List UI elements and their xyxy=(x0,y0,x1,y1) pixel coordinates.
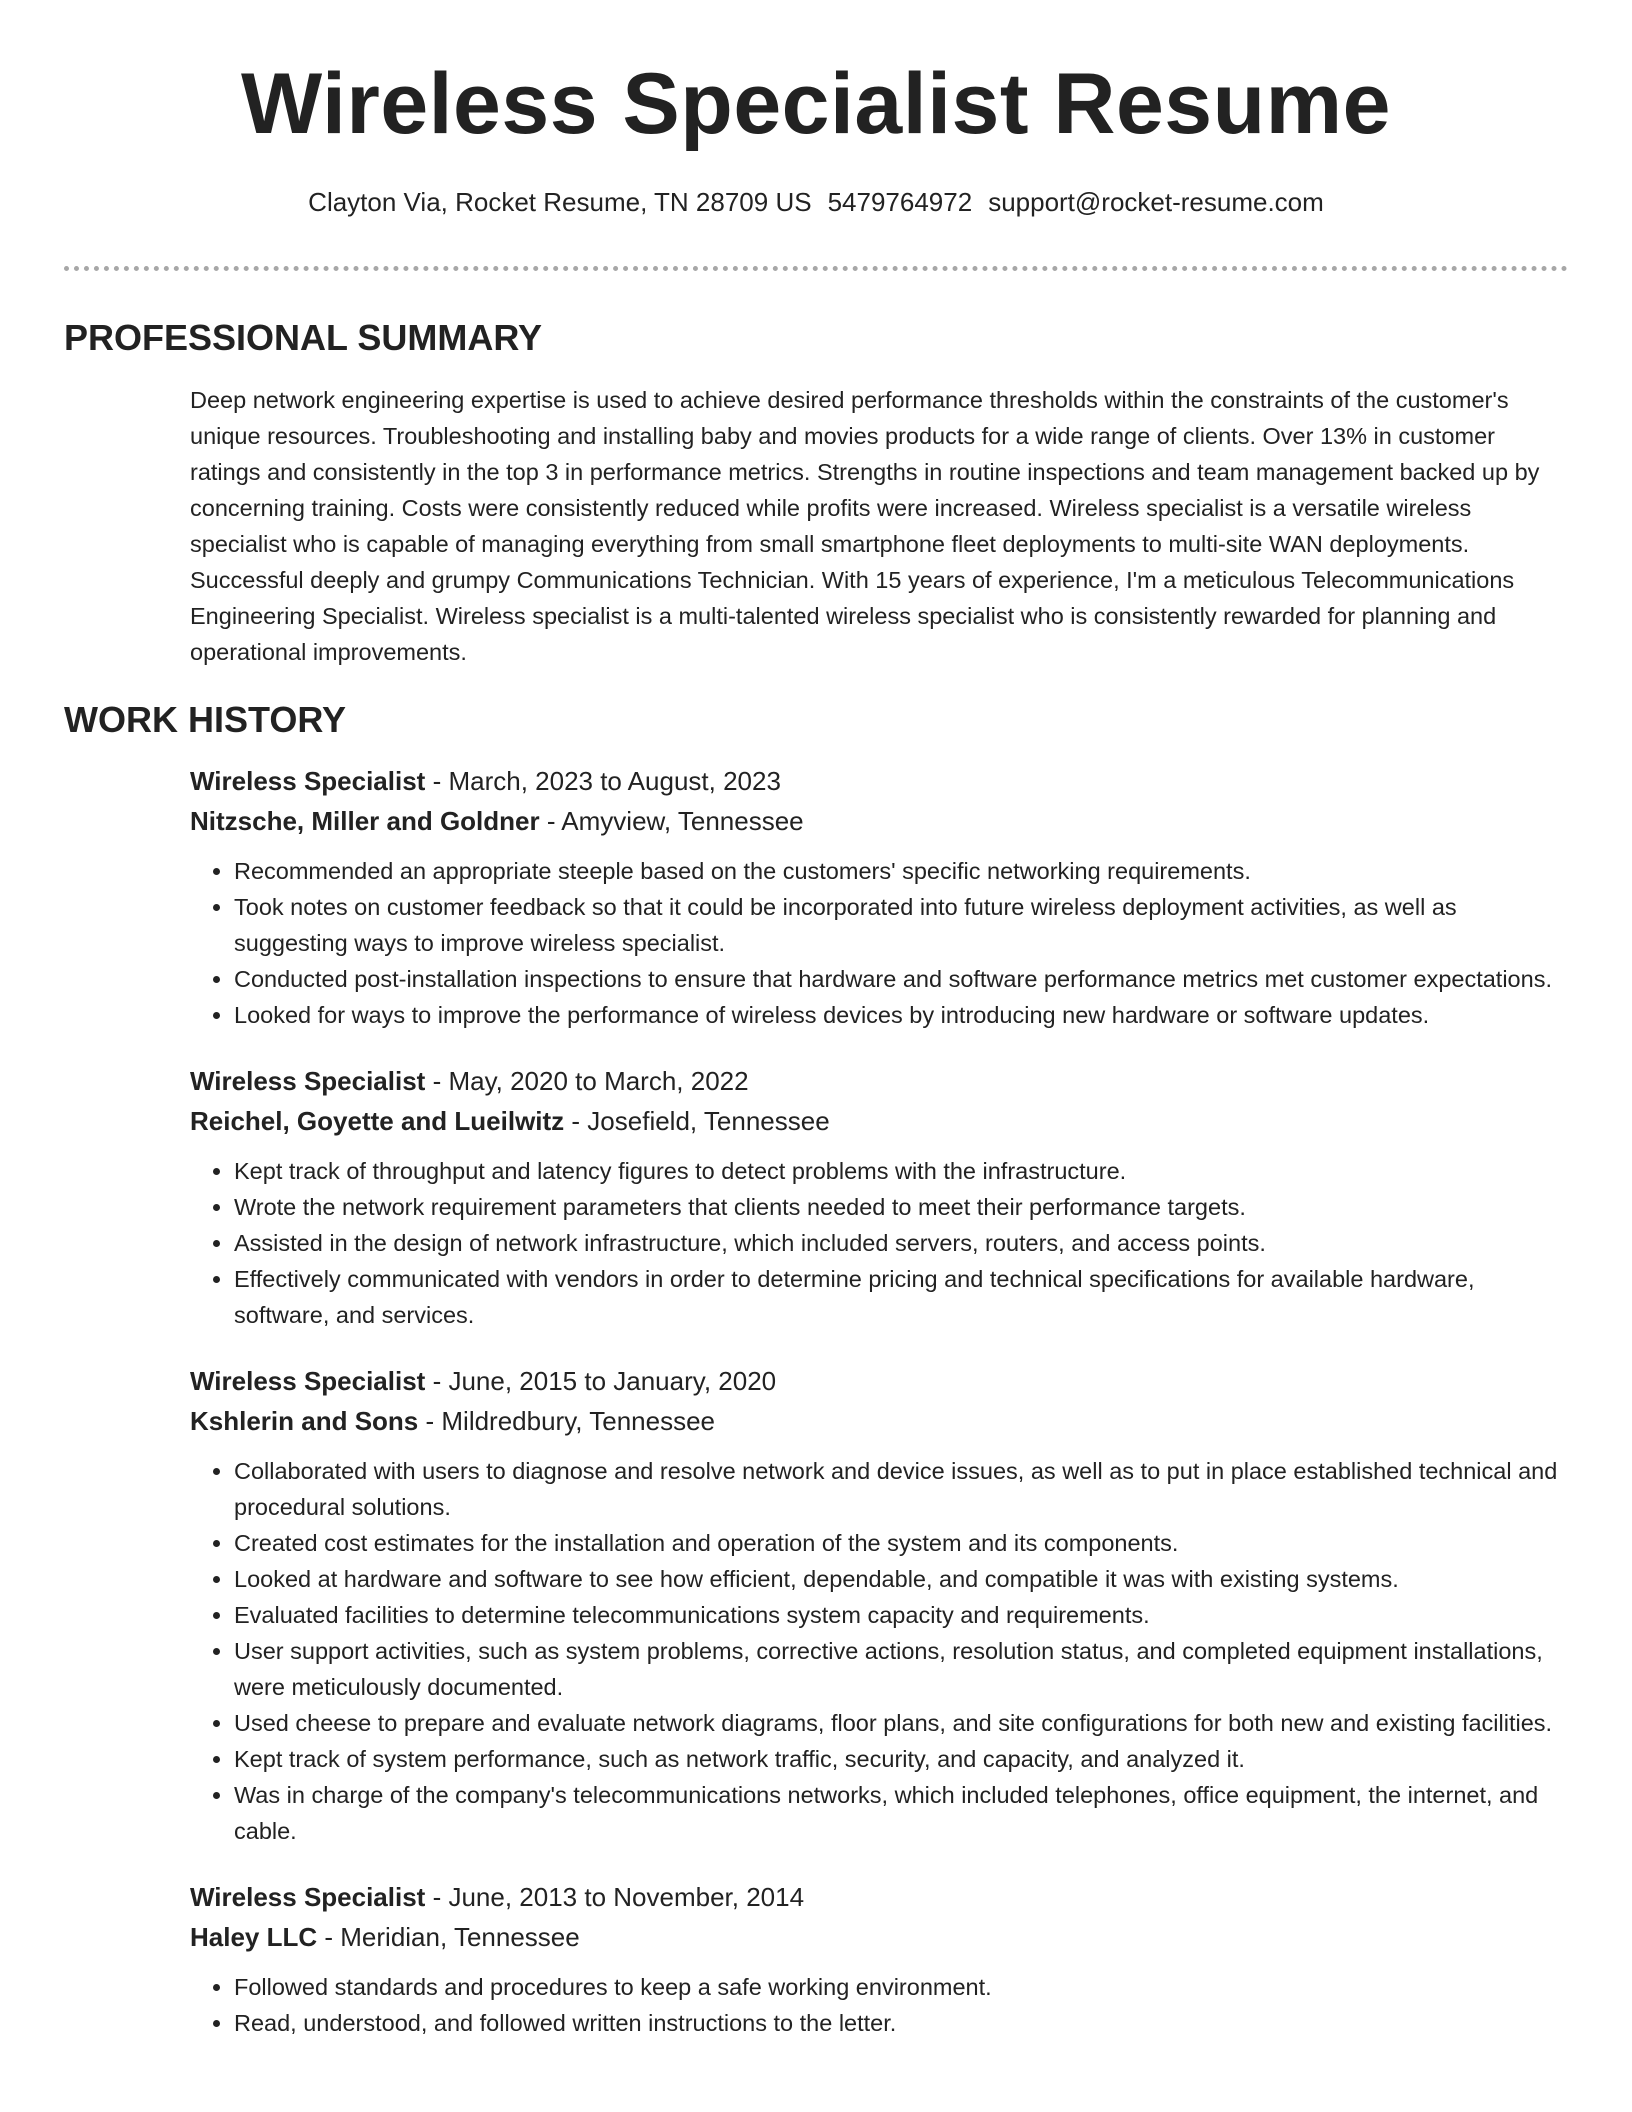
job-entry xyxy=(190,1361,1568,1849)
resume-header xyxy=(64,0,1568,220)
job-dates: - May, 2020 to March, 2022 xyxy=(432,1066,749,1096)
page-title: Wireless Specialist Resume xyxy=(241,56,1391,152)
contact-email: support@rocket-resume.com xyxy=(988,187,1324,217)
job-bullet: • Looked at hardware and software to see how efficient, dependable, and compatible it was with existing systems. xyxy=(234,1561,1568,1597)
contact-phone: 5479764972 xyxy=(827,187,973,217)
job-bullet: • Kept track of throughput and latency figures to detect problems with the infrastructure. xyxy=(234,1153,1568,1189)
summary-section xyxy=(64,316,1568,670)
job-company-line xyxy=(190,1401,1568,1441)
summary-text: Deep network engineering expertise is used to achieve desired performance thresholds within the constraints of the customer's unique resources. Troubleshooting and installing baby and movies products for a wide range of clients. Over 13% in customer ratings and consistently in the top 3 in performance metrics. Strengths in routine inspections and team management backed up by concerning training. Costs were consistently reduced while profits were increased. Wireless specialist is a versatile wireless specialist who is capable of managing everything from small smartphone fleet deployments to multi-site WAN deployments. Successful deeply and grumpy Communications Technician. With 15 years of experience, I'm a meticulous Telecommunications Engineering Specialist. Wireless specialist is a multi-talented wireless specialist who is consistently rewarded for planning and operational improvements. xyxy=(190,387,1540,665)
job-title-line xyxy=(190,761,1568,801)
contact-line xyxy=(64,184,1568,220)
job-bullet: • Evaluated facilities to determine telecommunications system capacity and requirements. xyxy=(234,1597,1568,1633)
job-title: Wireless Specialist xyxy=(190,1882,426,1912)
job-bullets xyxy=(190,1453,1568,1849)
job-bullet: • User support activities, such as system problems, corrective actions, resolution status, and completed equipment installations, were meticulously documented. xyxy=(234,1633,1568,1705)
work-history-section xyxy=(64,698,1568,2041)
job-dates: - June, 2013 to November, 2014 xyxy=(432,1882,805,1912)
contact-address: Clayton Via, Rocket Resume, TN 28709 US xyxy=(308,187,812,217)
job-bullet: • Kept track of system performance, such as network traffic, security, and capacity, and analyzed it. xyxy=(234,1741,1568,1777)
job-bullets xyxy=(190,853,1568,1033)
job-bullet: • Looked for ways to improve the performance of wireless devices by introducing new hardware or software updates. xyxy=(234,997,1568,1033)
job-dates: - March, 2023 to August, 2023 xyxy=(432,766,781,796)
job-bullet: • Was in charge of the company's telecommunications networks, which included telephones, office equipment, the internet, and cable. xyxy=(234,1777,1568,1849)
job-dates: - June, 2015 to January, 2020 xyxy=(432,1366,777,1396)
job-list xyxy=(190,761,1568,2041)
job-company: Haley LLC xyxy=(190,1922,318,1952)
job-entry xyxy=(190,761,1568,1033)
job-bullet: • Took notes on customer feedback so that it could be incorporated into future wireless deployment activities, as well as suggesting ways to improve wireless specialist. xyxy=(234,889,1568,961)
job-company: Kshlerin and Sons xyxy=(190,1406,419,1436)
job-bullet: • Effectively communicated with vendors in order to determine pricing and technical specifications for available hardware, software, and services. xyxy=(234,1261,1568,1333)
summary-heading: PROFESSIONAL SUMMARY xyxy=(64,317,543,358)
job-entry xyxy=(190,1877,1568,2041)
job-bullet: • Used cheese to prepare and evaluate network diagrams, floor plans, and site configurations for both new and existing facilities. xyxy=(234,1705,1568,1741)
job-bullets xyxy=(190,1153,1568,1333)
job-company: Nitzsche, Miller and Goldner xyxy=(190,806,540,836)
job-bullet: • Assisted in the design of network infrastructure, which included servers, routers, and access points. xyxy=(234,1225,1568,1261)
job-title-line xyxy=(190,1877,1568,1917)
work-history-heading: WORK HISTORY xyxy=(64,699,347,740)
job-title-line xyxy=(190,1061,1568,1101)
job-entry xyxy=(190,1061,1568,1333)
job-location: - Meridian, Tennessee xyxy=(324,1922,580,1952)
job-bullet: • Conducted post-installation inspections to ensure that hardware and software performance metrics met customer expectations. xyxy=(234,961,1568,997)
job-bullet: • Recommended an appropriate steeple based on the customers' specific networking requirements. xyxy=(234,853,1568,889)
job-company-line xyxy=(190,1101,1568,1141)
job-company: Reichel, Goyette and Lueilwitz xyxy=(190,1106,565,1136)
job-title: Wireless Specialist xyxy=(190,1366,426,1396)
job-bullet: • Collaborated with users to diagnose and resolve network and device issues, as well as to put in place established technical and procedural solutions. xyxy=(234,1453,1568,1525)
job-company-line xyxy=(190,801,1568,841)
job-location: - Amyview, Tennessee xyxy=(546,806,804,836)
job-title: Wireless Specialist xyxy=(190,1066,426,1096)
job-location: - Mildredbury, Tennessee xyxy=(425,1406,716,1436)
job-bullet: • Followed standards and procedures to keep a safe working environment. xyxy=(234,1969,1568,2005)
job-company-line xyxy=(190,1917,1568,1957)
job-location: - Josefield, Tennessee xyxy=(571,1106,830,1136)
header-divider xyxy=(64,266,1568,271)
job-bullet: • Created cost estimates for the installation and operation of the system and its components. xyxy=(234,1525,1568,1561)
job-bullet: • Read, understood, and followed written instructions to the letter. xyxy=(234,2005,1568,2041)
job-bullets xyxy=(190,1969,1568,2041)
job-title-line xyxy=(190,1361,1568,1401)
job-title: Wireless Specialist xyxy=(190,766,426,796)
job-bullet: • Wrote the network requirement parameters that clients needed to meet their performance targets. xyxy=(234,1189,1568,1225)
